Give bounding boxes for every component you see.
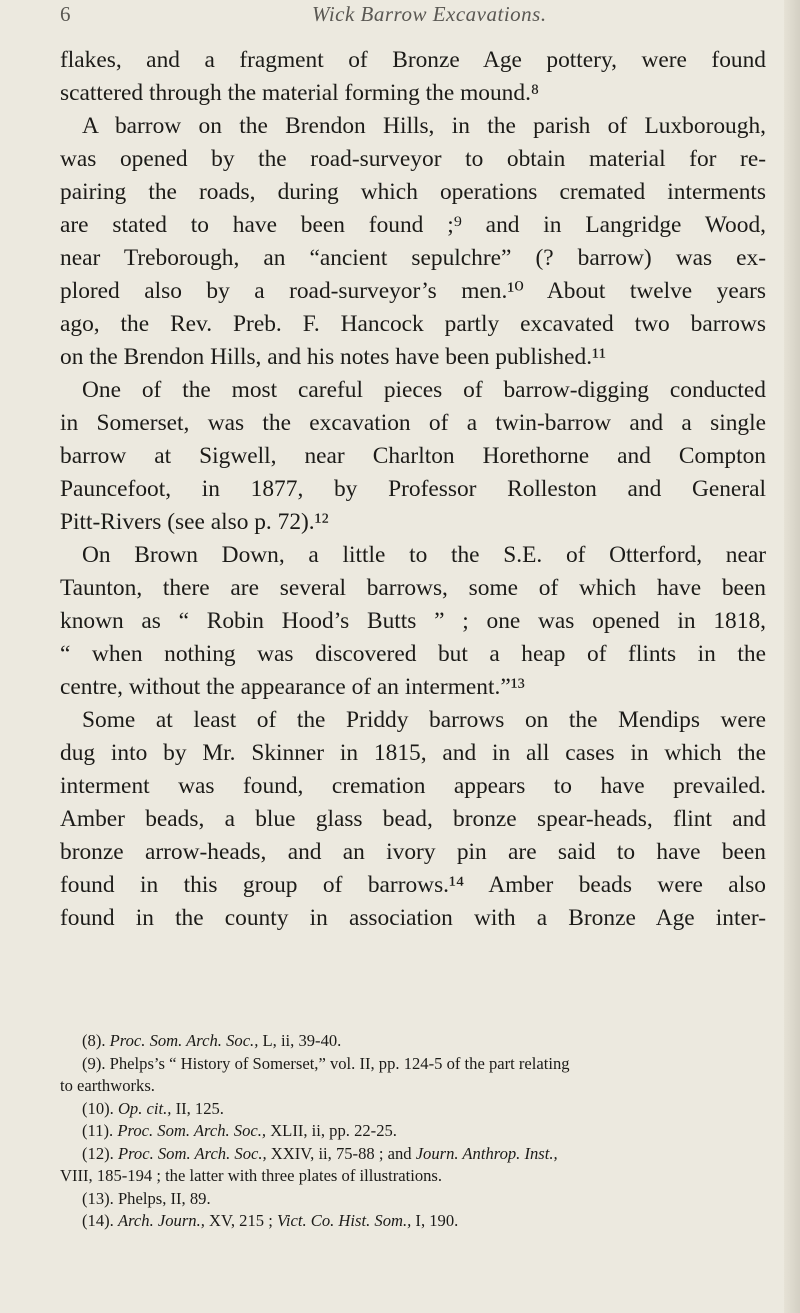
- body-line: bronze arrow-heads, and an ivory pin are said to have been: [60, 839, 766, 865]
- body-line: found in the county in association with a Bronze Age inter-: [60, 905, 766, 931]
- page-number: 6: [60, 2, 71, 26]
- body-line: found in this group of barrows.¹⁴ Amber beads were also: [60, 872, 766, 898]
- body-line: on the Brendon Hills, and his notes have been published.¹¹: [60, 344, 607, 370]
- body-line: barrow at Sigwell, near Charlton Horethorne and Compton: [60, 443, 766, 469]
- body-line: Pitt-Rivers (see also p. 72).¹²: [60, 509, 329, 535]
- footnote-12: (12). Proc. Som. Arch. Soc., XXIV, ii, 75-88 ; and Journ. Anthrop. Inst.,: [82, 1143, 558, 1163]
- body-line: interment was found, cremation appears to have prevailed.: [60, 773, 766, 799]
- body-line: A barrow on the Brendon Hills, in the parish of Luxborough,: [82, 113, 766, 139]
- body-line: On Brown Down, a little to the S.E. of Otterford, near: [82, 542, 766, 568]
- body-line: ago, the Rev. Preb. F. Hancock partly excavated two barrows: [60, 311, 766, 337]
- body-line: Taunton, there are several barrows, some of which have been: [60, 575, 766, 601]
- body-line: known as “ Robin Hood’s Butts ” ; one was opened in 1818,: [60, 608, 766, 634]
- footnote-14: (14). Arch. Journ., XV, 215 ; Vict. Co. Hist. Som., I, 190.: [82, 1211, 459, 1230]
- body-line: Some at least of the Priddy barrows on the Mendips were: [82, 707, 766, 733]
- body-line: plored also by a road-surveyor’s men.¹⁰ About twelve years: [60, 278, 766, 304]
- footnote-9: (9). Phelps’s “ History of Somerset,” vol. II, pp. 124-5 of the part relating: [82, 1053, 570, 1073]
- body-line: One of the most careful pieces of barrow-digging conducted: [82, 377, 766, 403]
- footnote-8: (8). Proc. Som. Arch. Soc., L, ii, 39-40.: [82, 1031, 342, 1050]
- body-line: “ when nothing was discovered but a heap of flints in the: [60, 641, 766, 667]
- body-line: pairing the roads, during which operations cremated interments: [60, 179, 766, 205]
- body-line: scattered through the material forming the mound.⁸: [60, 80, 540, 106]
- body-line: in Somerset, was the excavation of a twin-barrow and a single: [60, 410, 766, 436]
- footnote-11: (11). Proc. Som. Arch. Soc., XLII, ii, pp. 22-25.: [82, 1121, 397, 1140]
- footnote-12-continued: VIII, 185-194 ; the latter with three plates of illustrations.: [60, 1166, 443, 1185]
- body-line: Amber beads, a blue glass bead, bronze spear-heads, flint and: [60, 806, 766, 832]
- running-head: [60, 2, 760, 28]
- body-line: dug into by Mr. Skinner in 1815, and in all cases in which the: [60, 740, 766, 766]
- body-line: Pauncefoot, in 1877, by Professor Rolleston and General: [60, 476, 766, 502]
- page-edge-shadow: [784, 0, 800, 1313]
- running-title: Wick Barrow Excavations.: [312, 2, 547, 26]
- footnote-13: (13). Phelps, II, 89.: [82, 1188, 211, 1208]
- body-line: are stated to have been found ;⁹ and in Langridge Wood,: [60, 212, 766, 238]
- body-text: [60, 44, 766, 935]
- footnote-10: (10). Op. cit., II, 125.: [82, 1098, 224, 1118]
- body-line: flakes, and a fragment of Bronze Age pottery, were found: [60, 47, 766, 73]
- footnotes: [60, 1030, 776, 1233]
- body-line: was opened by the road-surveyor to obtain material for re-: [60, 146, 766, 172]
- body-line: centre, without the appearance of an interment.”¹³: [60, 674, 525, 700]
- body-line: near Treborough, an “ancient sepulchre” (? barrow) was ex-: [60, 245, 766, 271]
- footnote-9-continued: to earthworks.: [60, 1076, 155, 1095]
